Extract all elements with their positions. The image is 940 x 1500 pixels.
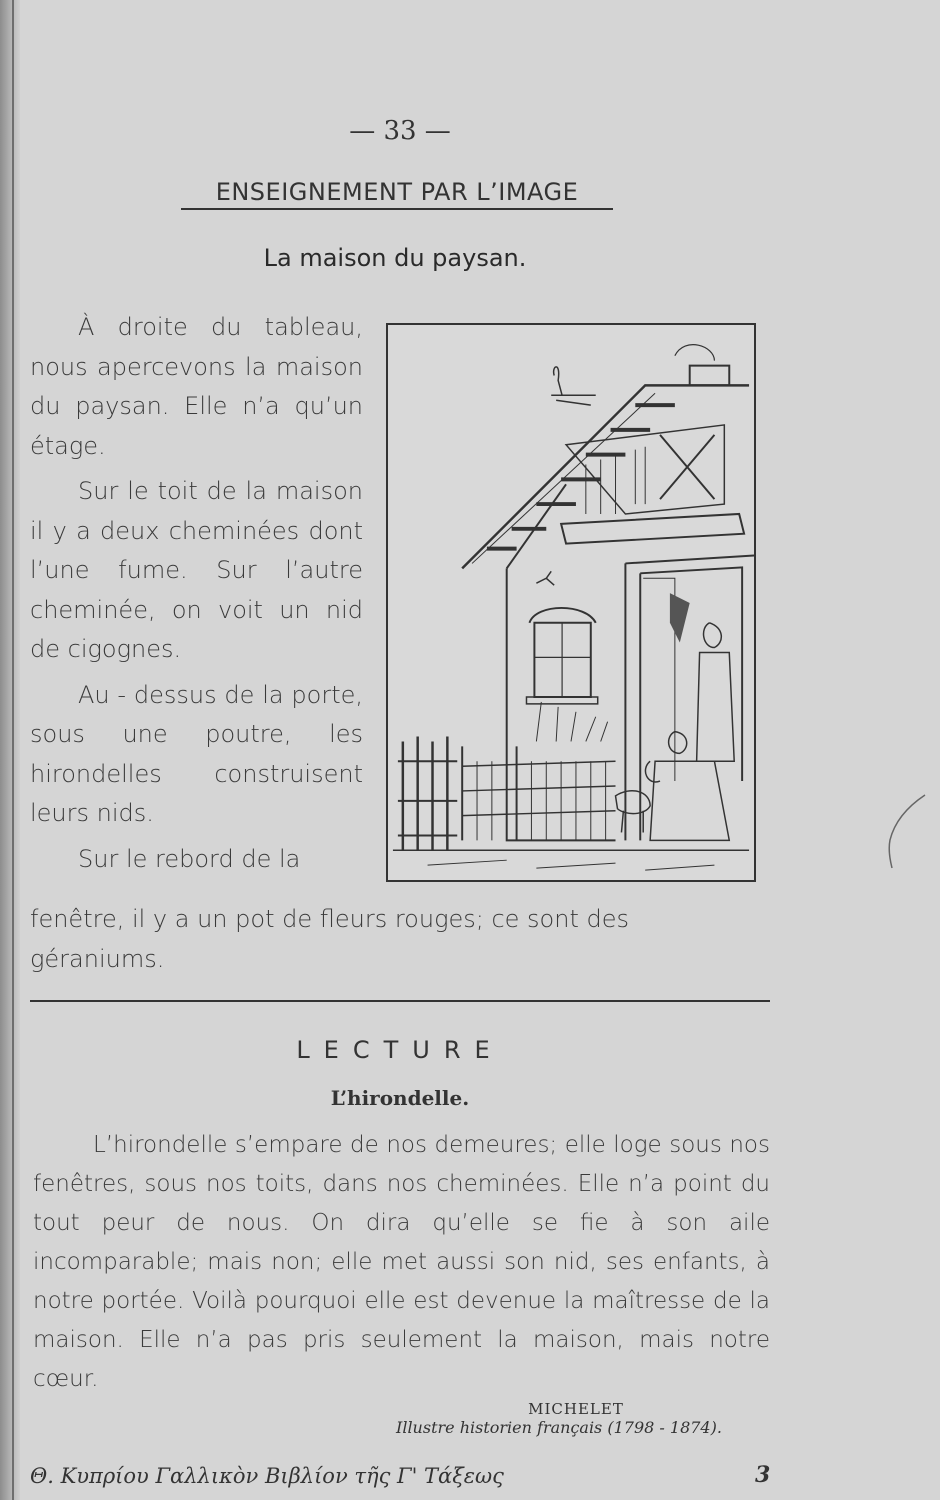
- image-paragraph-continuation: fenêtre, il y a un pot de fleurs rouges; ce sont des géraniums.: [30, 905, 629, 973]
- page-number: — 33 —: [349, 116, 451, 146]
- author-name: MICHELET: [528, 1400, 624, 1418]
- lecture-body: L’hirondelle s’empare de nos demeures; elle loge sous nos fenêtres, sous nos toits, dans nos cheminées. Elle n’a point du tout peur de nous. On dira qu’elle se fie à son aile incomparable; mais non; elle met aussi son nid, ses enfants, à notre portée. Voilà pourquoi elle est devenue la maîtresse de la maison. Elle n’a pas pris seulement la maison, mais notre cœur.: [33, 1132, 770, 1392]
- lecture-title: LECTURE: [296, 1036, 504, 1064]
- book-spine-line: [12, 0, 14, 1500]
- pencil-mark: [880, 790, 930, 870]
- lecture-subtitle: L’hirondelle.: [330, 1086, 470, 1110]
- image-paragraph: À droite du tableau, nous apercevons la maison du paysan. Elle n’a qu’un étage.: [30, 313, 363, 460]
- image-paragraph: Sur le toit de la maison il y a deux cheminées dont l’une fume. Sur l’autre cheminée, on voit un nid de cigognes.: [30, 477, 363, 663]
- footer-signature-number: 3: [755, 1462, 771, 1488]
- section-subtitle: La maison du paysan.: [263, 244, 527, 272]
- image-description-column: [30, 308, 363, 885]
- author-description: Illustre historien français (1798 - 1874).: [396, 1418, 722, 1437]
- footer-book-title: Θ. Κυπρίου Γαλλικὸν Βιβλίον τῆς Γ' Τάξεως: [30, 1464, 504, 1488]
- image-paragraph: Sur le rebord de la: [78, 844, 301, 873]
- section-divider: [30, 1000, 770, 1002]
- peasant-house-illustration: [386, 323, 756, 882]
- image-paragraph: Au - dessus de la porte, sous une poutre, les hirondelles construisent leurs nids.: [30, 680, 363, 827]
- book-spine-shadow: [0, 0, 20, 1500]
- section-title: ENSEIGNEMENT PAR L’IMAGE: [181, 178, 613, 210]
